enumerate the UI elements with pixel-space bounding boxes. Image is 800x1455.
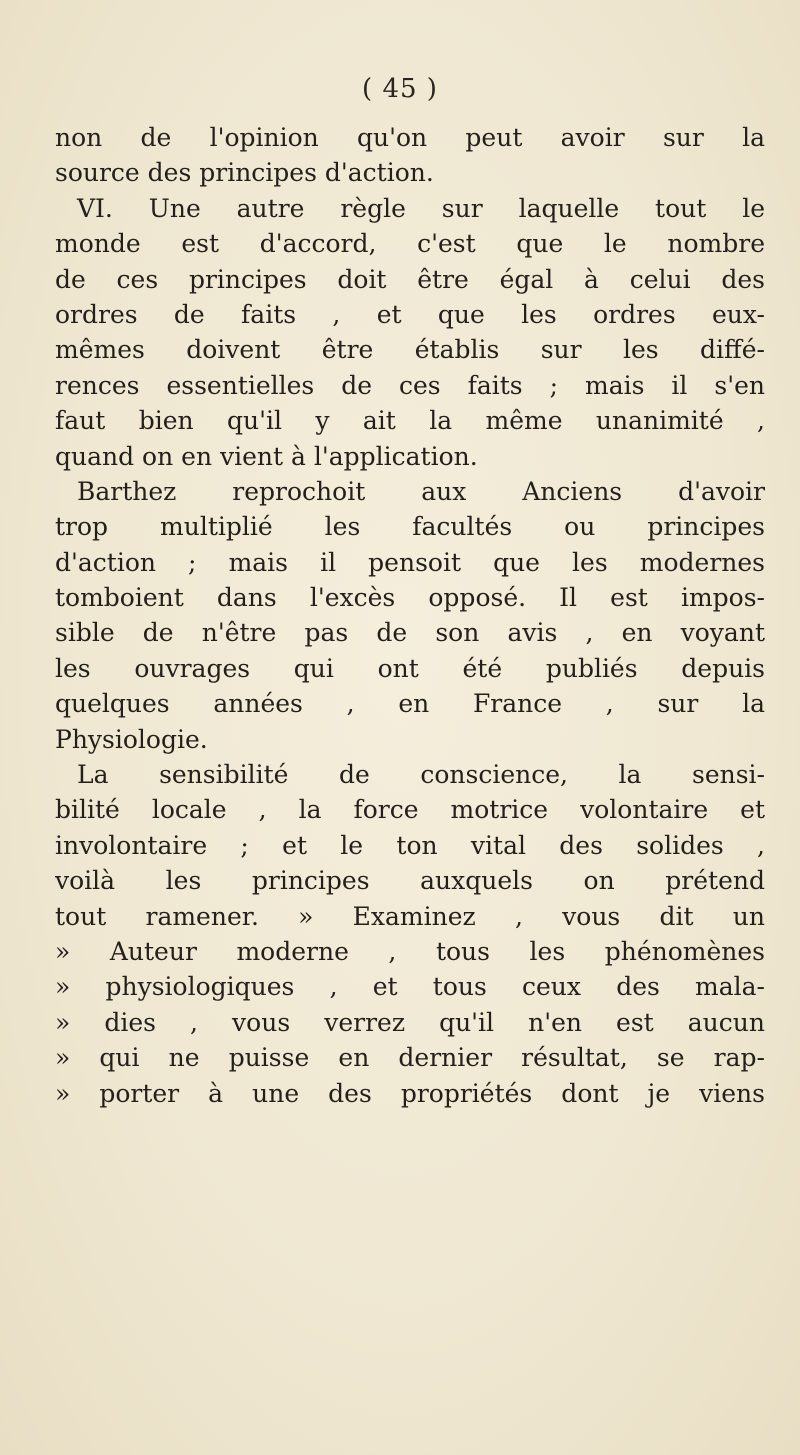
page-number: ( 45 ): [362, 74, 438, 104]
text-line: source des principes d'action.: [55, 158, 434, 188]
text-line: tomboient dans l'excès opposé. Il est impos-: [55, 583, 765, 613]
text-line: Physiologie.: [55, 724, 208, 754]
text-line: sible de n'être pas de son avis , en voyant: [55, 618, 765, 648]
text-line: monde est d'accord, c'est que le nombre: [55, 229, 765, 259]
text-line: » dies , vous verrez qu'il n'en est aucun: [55, 1007, 765, 1037]
text-line: rences essentielles de ces faits ; mais il s'en: [55, 370, 765, 400]
text-line: involontaire ; et le ton vital des solides ,: [55, 830, 765, 860]
text-line: non de l'opinion qu'on peut avoir sur la: [55, 123, 765, 152]
text-line: quelques années , en France , sur la: [55, 689, 765, 719]
text-line: » Auteur moderne , tous les phénomènes: [55, 936, 765, 966]
text-line: d'action ; mais il pensoit que les modernes: [55, 547, 765, 577]
text-line: Barthez reprochoit aux Anciens d'avoir: [77, 476, 765, 506]
text-line: de ces principes doit être égal à celui des: [55, 264, 765, 294]
text-line: » porter à une des propriétés dont je viens: [55, 1078, 765, 1108]
text-line: quand on en vient à l'application.: [55, 441, 478, 471]
text-line: bilité locale , la force motrice volontaire et: [55, 795, 765, 825]
text-line: tout ramener. » Examinez , vous dit un: [55, 901, 765, 931]
text-line: ordres de faits , et que les ordres eux-: [55, 299, 765, 329]
text-line: trop multiplié les facultés ou principes: [55, 512, 765, 542]
body-text: [55, 120, 765, 1111]
text-line: les ouvrages qui ont été publiés depuis: [55, 653, 765, 683]
text-line: mêmes doivent être établis sur les diffé-: [55, 335, 765, 365]
text-line: faut bien qu'il y ait la même unanimité ,: [55, 406, 765, 436]
text-line: VI. Une autre règle sur laquelle tout le: [77, 193, 765, 223]
text-line: » physiologiques , et tous ceux des mala-: [55, 972, 765, 1002]
text-line: » qui ne puisse en dernier résultat, se rap-: [55, 1043, 765, 1073]
text-line: La sensibilité de conscience, la sensi-: [77, 760, 765, 790]
text-line: voilà les principes auxquels on prétend: [55, 866, 765, 896]
